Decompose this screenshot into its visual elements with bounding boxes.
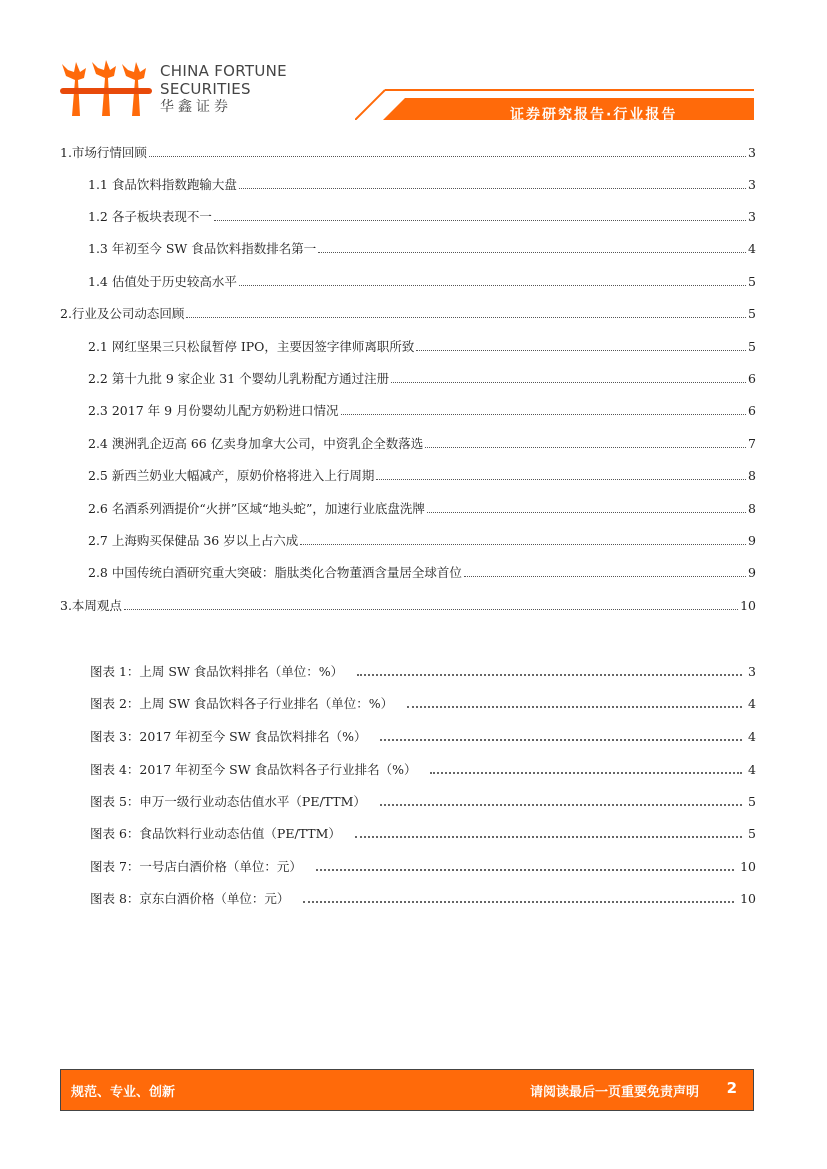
figure-entry[interactable] (90, 790, 756, 810)
toc-entry-page: 8 (748, 468, 756, 483)
toc-entry[interactable] (88, 497, 756, 517)
toc-entry[interactable] (88, 270, 756, 290)
figure-entry-page: 10 (740, 859, 756, 874)
figure-entry-page: 5 (748, 826, 756, 841)
toc-entry[interactable] (88, 237, 756, 257)
toc-entry-label: 2.3 2017 年 9 月份婴幼儿配方奶粉进口情况 (88, 403, 339, 418)
toc-entry-label: 2.1 网红坚果三只松鼠暂停 IPO，主要因签字律师离职所致 (88, 339, 415, 354)
leader-dots (376, 479, 746, 480)
toc-entry-page: 3 (748, 177, 756, 192)
figure-entry[interactable] (90, 855, 756, 875)
leader-dots (427, 512, 746, 513)
leader-dots (425, 447, 746, 448)
page-header (0, 0, 827, 130)
toc-entry-label: 1.市场行情回顾 (60, 145, 147, 160)
figure-entry[interactable] (90, 692, 756, 712)
toc-entry[interactable] (60, 594, 756, 614)
leader-dots (341, 414, 747, 415)
report-type-label: 证券研究报告·行业报告 (510, 107, 678, 123)
toc-entry-label: 2.6 名酒系列酒提价“火拼”区域“地头蛇”，加速行业底盘洗牌 (88, 501, 425, 516)
leader-dots (239, 188, 746, 189)
leader-dots (303, 901, 734, 903)
figure-entry[interactable] (90, 725, 756, 745)
figure-entry[interactable] (90, 758, 756, 778)
toc-entry-label: 2.行业及公司动态回顾 (60, 306, 185, 321)
leader-dots (316, 869, 734, 871)
toc-entry[interactable] (60, 141, 756, 161)
toc-entry[interactable] (88, 367, 756, 387)
figure-entry-label: 图表 1：上周 SW 食品饮料排名（单位：%） (90, 664, 344, 679)
leader-dots (407, 706, 742, 708)
leader-dots (355, 836, 742, 838)
figure-entry-label: 图表 8：京东白酒价格（单位：元） (90, 891, 290, 906)
toc-entry-label: 2.8 中国传统白酒研究重大突破：脂肽类化合物董酒含量居全球首位 (88, 565, 462, 580)
toc-entry-page: 5 (748, 274, 756, 289)
figure-entry[interactable] (90, 887, 756, 907)
figure-entry-page: 10 (740, 891, 756, 906)
leader-dots (300, 544, 746, 545)
leader-dots (357, 674, 742, 676)
page-number: 2 (726, 1079, 737, 1097)
figure-entry-label: 图表 2：上周 SW 食品饮料各子行业排名（单位：%） (90, 696, 394, 711)
toc-entry-page: 3 (748, 209, 756, 224)
toc-entry-label: 1.2 各子板块表现不一 (88, 209, 212, 224)
toc-entry[interactable] (88, 335, 756, 355)
leader-dots (380, 739, 742, 741)
figure-entry-label: 图表 7：一号店白酒价格（单位：元） (90, 859, 302, 874)
toc-entry-page: 5 (748, 339, 756, 354)
figure-entry-page: 5 (748, 794, 756, 809)
toc-entry-label: 3.本周观点 (60, 598, 122, 613)
leader-dots (391, 382, 746, 383)
toc-entry[interactable] (60, 302, 756, 322)
toc-entry-page: 9 (748, 565, 756, 580)
figure-entry-page: 4 (748, 729, 756, 744)
leader-dots (416, 350, 746, 351)
figure-entry-page: 4 (748, 696, 756, 711)
toc-entry-page: 7 (748, 436, 756, 451)
toc-entry-page: 3 (748, 145, 756, 160)
toc-entry-label: 1.4 估值处于历史较高水平 (88, 274, 237, 289)
brand-line-3: 华鑫证券 (160, 99, 232, 115)
leader-dots (186, 317, 746, 318)
toc-entry-page: 10 (740, 598, 756, 613)
toc-entry-page: 6 (748, 371, 756, 386)
china-fortune-logo (58, 58, 154, 118)
toc-entry-page: 4 (748, 241, 756, 256)
brand-line-1: CHINA FORTUNE (160, 62, 287, 80)
footer-disclaimer: 请阅读最后一页重要免责声明 (529, 1085, 699, 1100)
brand-name (160, 62, 287, 116)
leader-dots (430, 772, 742, 774)
page-footer (60, 1069, 754, 1111)
leader-dots (380, 804, 742, 806)
figure-entry-label: 图表 4：2017 年初至今 SW 食品饮料各子行业排名（%） (90, 762, 417, 777)
toc-entry-page: 8 (748, 501, 756, 516)
brand-line-2: SECURITIES (160, 80, 251, 98)
leader-dots (239, 285, 746, 286)
toc-entry[interactable] (88, 399, 756, 419)
toc-entry-label: 1.1 食品饮料指数跑输大盘 (88, 177, 237, 192)
toc-entry-page: 9 (748, 533, 756, 548)
figure-entry-page: 3 (748, 664, 756, 679)
figure-entry-label: 图表 6：食品饮料行业动态估值（PE/TTM） (90, 826, 341, 841)
toc-entry-label: 2.5 新西兰奶业大幅减产，原奶价格将进入上行周期 (88, 468, 375, 483)
figure-entry-page: 4 (748, 762, 756, 777)
figure-entry[interactable] (90, 822, 756, 842)
figure-entry-label: 图表 5：申万一级行业动态估值水平（PE/TTM） (90, 794, 366, 809)
figure-entry-label: 图表 3：2017 年初至今 SW 食品饮料排名（%） (90, 729, 367, 744)
footer-motto: 规范、专业、创新 (71, 1085, 176, 1100)
toc-entry-label: 2.4 澳洲乳企迈高 66 亿卖身加拿大公司，中资乳企全数落选 (88, 436, 424, 451)
leader-dots (318, 252, 746, 253)
toc-entry-page: 6 (748, 403, 756, 418)
figure-entry[interactable] (90, 660, 756, 680)
leader-dots (124, 609, 738, 610)
leader-dots (149, 156, 746, 157)
toc-entry-label: 1.3 年初至今 SW 食品饮料指数排名第一 (88, 241, 317, 256)
toc-entry[interactable] (88, 464, 756, 484)
leader-dots (464, 576, 746, 577)
toc-entry[interactable] (88, 529, 756, 549)
leader-dots (214, 220, 746, 221)
toc-entry-label: 2.2 第十九批 9 家企业 31 个婴幼儿乳粉配方通过注册 (88, 371, 390, 386)
toc-entry[interactable] (88, 432, 756, 452)
toc-entry-page: 5 (748, 306, 756, 321)
toc-entry[interactable] (88, 173, 756, 193)
toc-entry[interactable] (88, 205, 756, 225)
toc-entry-label: 2.7 上海购买保健品 36 岁以上占六成 (88, 533, 299, 548)
toc-entry[interactable] (88, 561, 756, 581)
